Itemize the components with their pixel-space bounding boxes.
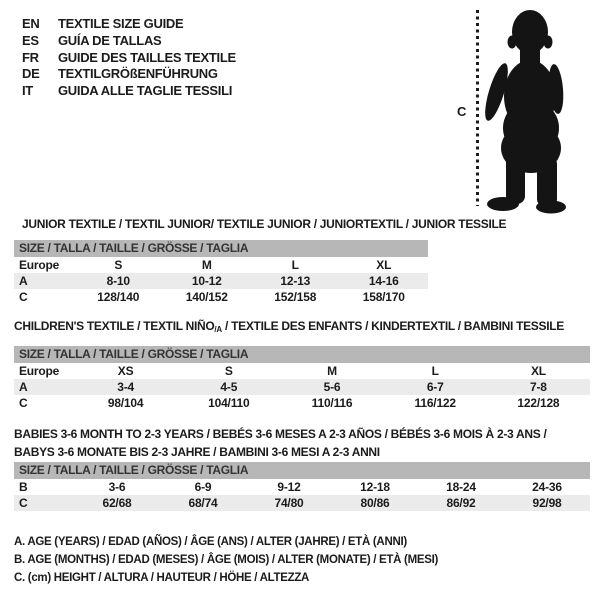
lang-row-en — [22, 16, 236, 33]
row-label: B — [19, 480, 28, 494]
age-cell: 12-13 — [280, 274, 311, 288]
lang-row-it — [22, 83, 236, 100]
height-cell: 128/140 — [97, 290, 140, 304]
row-label: A — [19, 380, 28, 394]
lang-title: TEXTILGRÖßENFÜHRUNG — [58, 66, 218, 82]
measure-legend — [14, 534, 438, 587]
height-cell: 158/170 — [362, 290, 405, 304]
height-measure-dotted-line — [476, 10, 479, 206]
age-cell: 10-12 — [191, 274, 222, 288]
size-table-babies — [14, 462, 590, 511]
age-cell: 14-16 — [368, 274, 399, 288]
lang-code: ES — [22, 32, 39, 48]
table-row-age — [14, 273, 428, 289]
age-cell: 6-7 — [426, 380, 444, 394]
age-cell: 3-4 — [117, 380, 134, 394]
height-cell: 116/122 — [414, 396, 456, 410]
section-title-text: JUNIOR TEXTILE / TEXTIL JUNIOR/ TEXTILE JUNIOR / JUNIORTEXTIL / JUNIOR TESSILE — [22, 217, 507, 231]
age-cell: 9-12 — [277, 480, 301, 494]
lang-code: IT — [22, 83, 33, 99]
size-cell: L — [431, 364, 439, 378]
table-header-bar: SIZE / TALLA / TAILLE / GRÖSSE / TAGLIA — [14, 240, 428, 257]
age-cell: 8-10 — [106, 274, 130, 288]
section-title-line1: BABIES 3-6 MONTH TO 2-3 YEARS / BEBÉS 3-6 MESES A 2-3 AÑOS / BÉBÉS 3-6 MOIS À 2-3 ANS / — [14, 427, 547, 441]
baby-silhouette-icon — [482, 8, 572, 214]
table-row-age-months — [14, 479, 590, 495]
section-title-line2: BABYS 3-6 MONATE BIS 2-3 JAHRE / BAMBINI 3-6 MESI A 2-3 ANNI — [14, 445, 380, 459]
table-row-europe — [14, 363, 590, 379]
size-cell: M — [201, 258, 212, 272]
height-cell: 62/68 — [102, 496, 132, 510]
age-cell: 4-5 — [220, 380, 238, 394]
height-cell: 98/104 — [107, 396, 144, 410]
age-cell: 7-8 — [530, 380, 547, 394]
table-row-europe — [14, 257, 428, 273]
age-cell: 12-18 — [360, 480, 390, 494]
row-label: C — [19, 496, 28, 510]
size-cell: L — [291, 258, 299, 272]
height-cell: 86/92 — [446, 496, 476, 510]
section-title-children — [14, 317, 564, 339]
lang-title: GUÍA DE TALLAS — [58, 32, 162, 48]
table-header-bar: SIZE / TALLA / TAILLE / GRÖSSE / TAGLIA — [14, 346, 590, 363]
lang-row-de — [22, 66, 236, 83]
section-title-text: / TEXTILE DES ENFANTS / KINDERTEXTIL / BAMBINI TESSILE — [222, 319, 564, 333]
row-label: Europe — [19, 258, 60, 272]
size-cell: XS — [117, 364, 134, 378]
age-cell: 5-6 — [323, 380, 341, 394]
age-cell: 3-6 — [108, 480, 126, 494]
row-label: C — [19, 290, 28, 304]
size-table-children — [14, 346, 590, 411]
size-table-junior — [14, 240, 428, 305]
size-cell: S — [114, 258, 123, 272]
row-label: A — [19, 274, 28, 288]
height-cell: 104/110 — [208, 396, 250, 410]
lang-code: FR — [22, 49, 39, 65]
size-cell: M — [327, 364, 337, 378]
row-label: C — [19, 396, 28, 410]
lang-row-fr — [22, 50, 236, 67]
lang-title: GUIDE DES TAILLES TEXTILE — [58, 49, 236, 65]
lang-title: GUIDA ALLE TAGLIE TESSILI — [58, 83, 233, 99]
height-cell: 80/86 — [360, 496, 390, 510]
lang-code: EN — [22, 16, 40, 31]
table-row-height — [14, 289, 428, 305]
height-measure-label: C — [457, 104, 467, 119]
table-header-bar: SIZE / TALLA / TAILLE / GRÖSSE / TAGLIA — [14, 462, 590, 479]
legend-line-b: B. AGE (MONTHS) / EDAD (MESES) / ÂGE (MOIS) / ALTER (MONATE) / ETÀ (MESI) — [14, 553, 439, 566]
size-cell: XL — [530, 364, 546, 378]
height-cell: 68/74 — [188, 496, 218, 510]
section-title-subscript: /A — [214, 325, 222, 334]
section-title-babies — [14, 425, 546, 461]
lang-row-es — [22, 33, 236, 50]
table-row-height — [14, 495, 590, 511]
legend-line-a: A. AGE (YEARS) / EDAD (AÑOS) / ÂGE (ANS) / ALTER (JAHRE) / ETÀ (ANNI) — [14, 536, 407, 548]
row-label: Europe — [19, 364, 60, 378]
section-title-text: CHILDREN'S TEXTILE / TEXTIL NIÑO — [14, 319, 215, 333]
section-title-junior — [22, 215, 506, 233]
height-cell: 122/128 — [517, 396, 560, 410]
legend-line-c: C. (cm) HEIGHT / ALTURA / HAUTEUR / HÖHE / ALTEZZA — [14, 571, 310, 584]
age-cell: 18-24 — [446, 480, 476, 494]
table-row-height — [14, 395, 590, 411]
size-cell: S — [224, 364, 233, 378]
age-cell: 24-36 — [532, 480, 562, 494]
height-cell: 74/80 — [274, 496, 304, 510]
table-row-age — [14, 379, 590, 395]
lang-code: DE — [22, 66, 40, 82]
size-cell: XL — [376, 258, 392, 272]
height-cell: 92/98 — [532, 496, 562, 510]
height-cell: 110/116 — [311, 396, 353, 410]
age-cell: 6-9 — [194, 480, 212, 494]
height-cell: 140/152 — [185, 290, 228, 304]
lang-title: TEXTILE SIZE GUIDE — [58, 16, 184, 31]
height-cell: 152/158 — [274, 290, 317, 304]
language-title-list — [22, 16, 236, 100]
